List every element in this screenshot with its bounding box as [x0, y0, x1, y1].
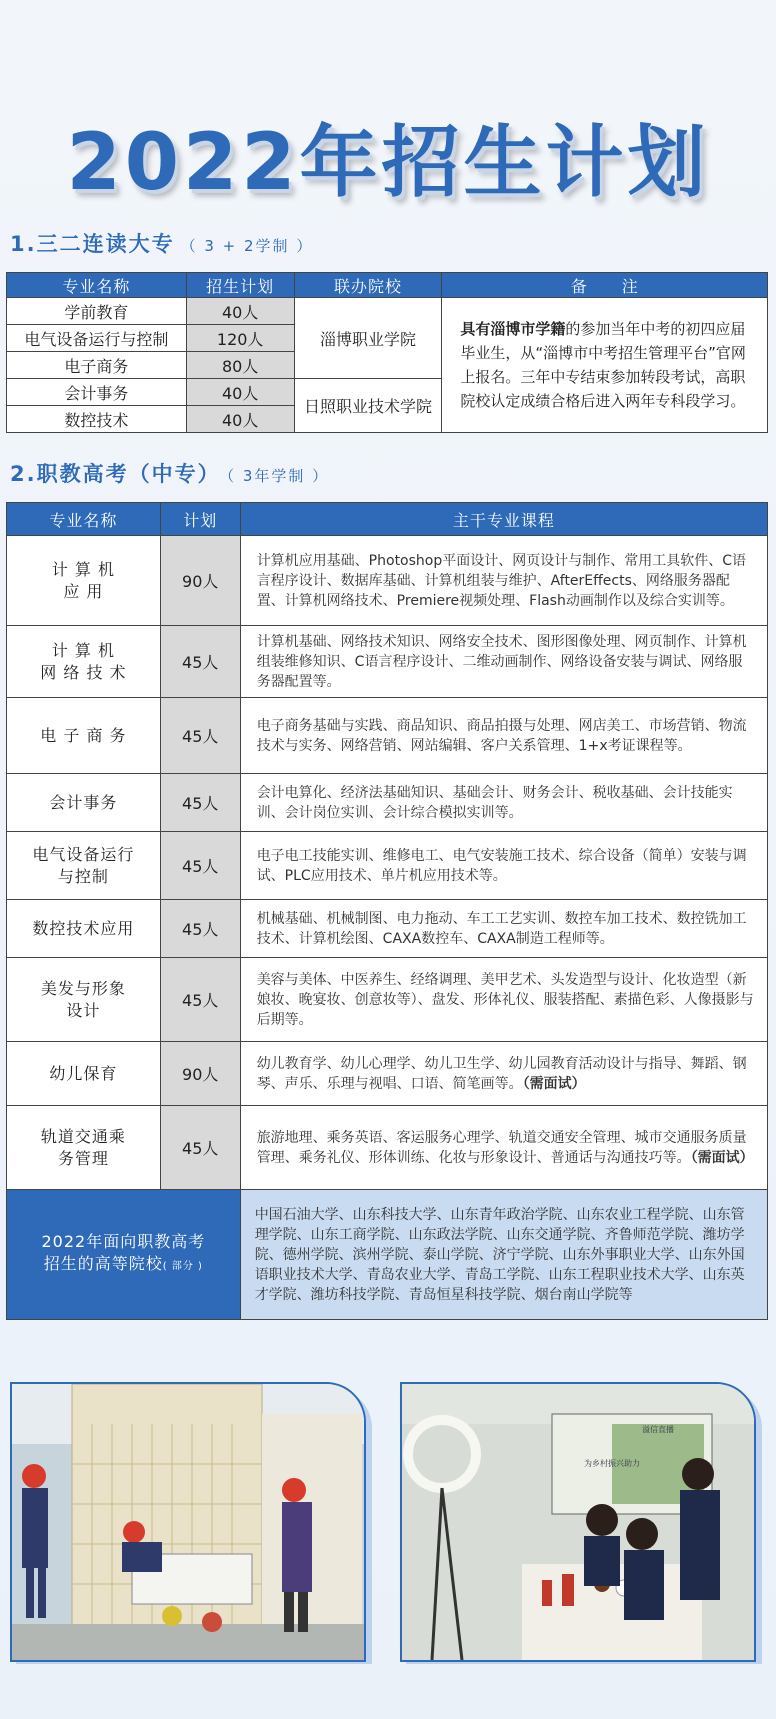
plan-cell: 45人: [160, 900, 240, 958]
course-text: 幼儿教育学、幼儿心理学、幼儿卫生学、幼儿园教育活动设计与指导、舞蹈、钢琴、声乐、乐理与视唱、口语、简笔画等。: [256, 1055, 747, 1092]
school-cell: 淄博职业学院: [294, 298, 442, 379]
colleges-list: 中国石油大学、山东科技大学、山东青年政治学院、山东农业工程学院、山东管理学院、山东工商学院、山东政法学院、山东交通学院、齐鲁师范学院、潍坊学院、德州学院、滨州学院、泰山学院、济宁学院、山东外事职业大学、山东外国语职业技术大学、青岛农业大学、青岛工学院、山东工程职业技术大学、山东英才学院、潍坊科技学院、青岛恒星科技学院、烟台南山学院等: [240, 1190, 767, 1320]
header-note: 备 注: [442, 273, 768, 298]
section2-heading: [10, 458, 329, 488]
major-cell: 数控技术应用: [7, 900, 161, 958]
table-row: [7, 832, 768, 900]
major-cell: 会计事务: [7, 379, 187, 406]
course-text: 电子电工技能实训、维修电工、电气安装施工技术、综合设备（简单）安装与调试、PLC应用技术、单片机应用技术等。: [256, 847, 747, 884]
note-cell: [442, 298, 768, 433]
course-cell: [240, 832, 767, 900]
table-row: [7, 774, 768, 832]
course-text: 电子商务基础与实践、商品知识、商品拍摄与处理、网店美工、市场营销、物流技术与实务、网络营销、网站编辑、客户关系管理、1+x考证课程等。: [256, 717, 747, 754]
plan-cell: 40人: [186, 379, 294, 406]
table-header-row: [7, 503, 768, 536]
table-row: [7, 698, 768, 774]
section1-heading-text: 1.三二连读大专: [10, 232, 175, 256]
table-row: [7, 958, 768, 1042]
major-cell: 电气设备运行 与控制: [7, 832, 161, 900]
major-cell: 电 子 商 务: [7, 698, 161, 774]
plan-cell: 45人: [160, 958, 240, 1042]
major-cell: 美发与形象 设计: [7, 958, 161, 1042]
section2-heading-sub: （ 3年学制 ）: [226, 467, 330, 485]
workshop-photo-image: [12, 1384, 364, 1660]
table-row: [7, 900, 768, 958]
table-row: [7, 626, 768, 698]
plan-cell: 40人: [186, 406, 294, 433]
header-school: 联办院校: [294, 273, 442, 298]
enrollment-table-vocational: [6, 502, 768, 1320]
course-cell: [240, 900, 767, 958]
course-text: 计算机应用基础、Photoshop平面设计、网页设计与制作、常用工具软件、C语言程序设计、数据库基础、计算机组装与维护、AfterEffects、网络服务器配置、计算机网络技术、Premiere视频处理、Flash动画制作以及综合实训等。: [256, 552, 747, 609]
course-cell: [240, 958, 767, 1042]
header-plan: 计划: [160, 503, 240, 536]
plan-cell: 45人: [160, 626, 240, 698]
plan-cell: 90人: [160, 1042, 240, 1106]
colleges-label-small: ( 部分 ): [162, 1261, 203, 1272]
course-text: 美容与美体、中医养生、经络调理、美甲艺术、头发造型与设计、化妆造型（新娘妆、晚宴妆、创意妆等）、盘发、形体礼仪、服装搭配、素描色彩、人像摄影与后期等。: [256, 971, 754, 1028]
interview-note: （需面试）: [522, 1075, 586, 1092]
major-cell: 数控技术: [7, 406, 187, 433]
course-cell: [240, 698, 767, 774]
screen-subtitle: 为乡村振兴助力: [584, 1459, 640, 1468]
major-cell: 轨道交通乘 务管理: [7, 1106, 161, 1190]
colleges-label: [7, 1190, 241, 1320]
section1-heading-sub: （ 3 + 2学制 ）: [180, 237, 314, 255]
header-plan: 招生计划: [186, 273, 294, 298]
note-text: 的参加当年中考的初四应届毕业生，从“淄博市中考招生管理平台”官网上报名。三年中专结束参加转段考试，高职院校认定成绩合格后进入两年专科段学习。: [460, 320, 746, 410]
table-header-row: [7, 273, 768, 298]
colleges-row: [7, 1190, 768, 1320]
plan-cell: 45人: [160, 698, 240, 774]
plan-cell: 45人: [160, 1106, 240, 1190]
table-row: [7, 1042, 768, 1106]
plan-cell: 120人: [186, 325, 294, 352]
course-cell: [240, 626, 767, 698]
note-bold: 具有淄博市学籍: [460, 320, 566, 338]
major-cell: 电气设备运行与控制: [7, 325, 187, 352]
major-cell: 幼儿保育: [7, 1042, 161, 1106]
course-cell: [240, 1042, 767, 1106]
enrollment-table-3plus2: [6, 272, 768, 433]
section1-heading: [10, 228, 313, 258]
plan-cell: 40人: [186, 298, 294, 325]
course-cell: [240, 536, 767, 626]
header-course: 主干专业课程: [240, 503, 767, 536]
table-row: [7, 1106, 768, 1190]
major-cell: 电子商务: [7, 352, 187, 379]
course-text: 会计电算化、经济法基础知识、基础会计、财务会计、税收基础、会计技能实训、会计岗位实训、会计综合模拟实训等。: [256, 784, 733, 821]
course-text: 机械基础、机械制图、电力拖动、车工工艺实训、数控车加工技术、数控铣加工技术、计算机绘图、CAXA数控车、CAXA制造工程师等。: [256, 910, 747, 947]
screen-title: 溢信直播: [642, 1425, 674, 1434]
colleges-label-text: 2022年面向职教高考 招生的高等院校: [41, 1232, 206, 1273]
plan-cell: 90人: [160, 536, 240, 626]
course-text: 计算机基础、网络技术知识、网络安全技术、图形图像处理、网页制作、计算机组装维修知识、C语言程序设计、二维动画制作、网络设备安装与调试、网络服务器配置等。: [256, 633, 747, 690]
interview-note: （需面试）: [690, 1149, 754, 1166]
livestream-photo: [400, 1382, 756, 1662]
plan-cell: 80人: [186, 352, 294, 379]
major-cell: 计 算 机 应 用: [7, 536, 161, 626]
course-cell: [240, 1106, 767, 1190]
plan-cell: 45人: [160, 832, 240, 900]
major-cell: 学前教育: [7, 298, 187, 325]
header-major: 专业名称: [7, 273, 187, 298]
page-title: 2022年招生计划: [66, 118, 710, 208]
table-row: [7, 536, 768, 626]
major-cell: 会计事务: [7, 774, 161, 832]
plan-cell: 45人: [160, 774, 240, 832]
header-major: 专业名称: [7, 503, 161, 536]
section2-heading-text: 2.职教高考（中专）: [10, 462, 221, 486]
course-text: 旅游地理、乘务英语、客运服务心理学、轨道交通安全管理、城市交通服务质量管理、乘务礼仪、形体训练、化妆与形象设计、普通话与沟通技巧等。: [256, 1129, 747, 1166]
table-row: [7, 298, 768, 325]
workshop-photo: [10, 1382, 366, 1662]
major-cell: 计 算 机 网 络 技 术: [7, 626, 161, 698]
course-cell: [240, 774, 767, 832]
school-cell: 日照职业技术学院: [294, 379, 442, 433]
